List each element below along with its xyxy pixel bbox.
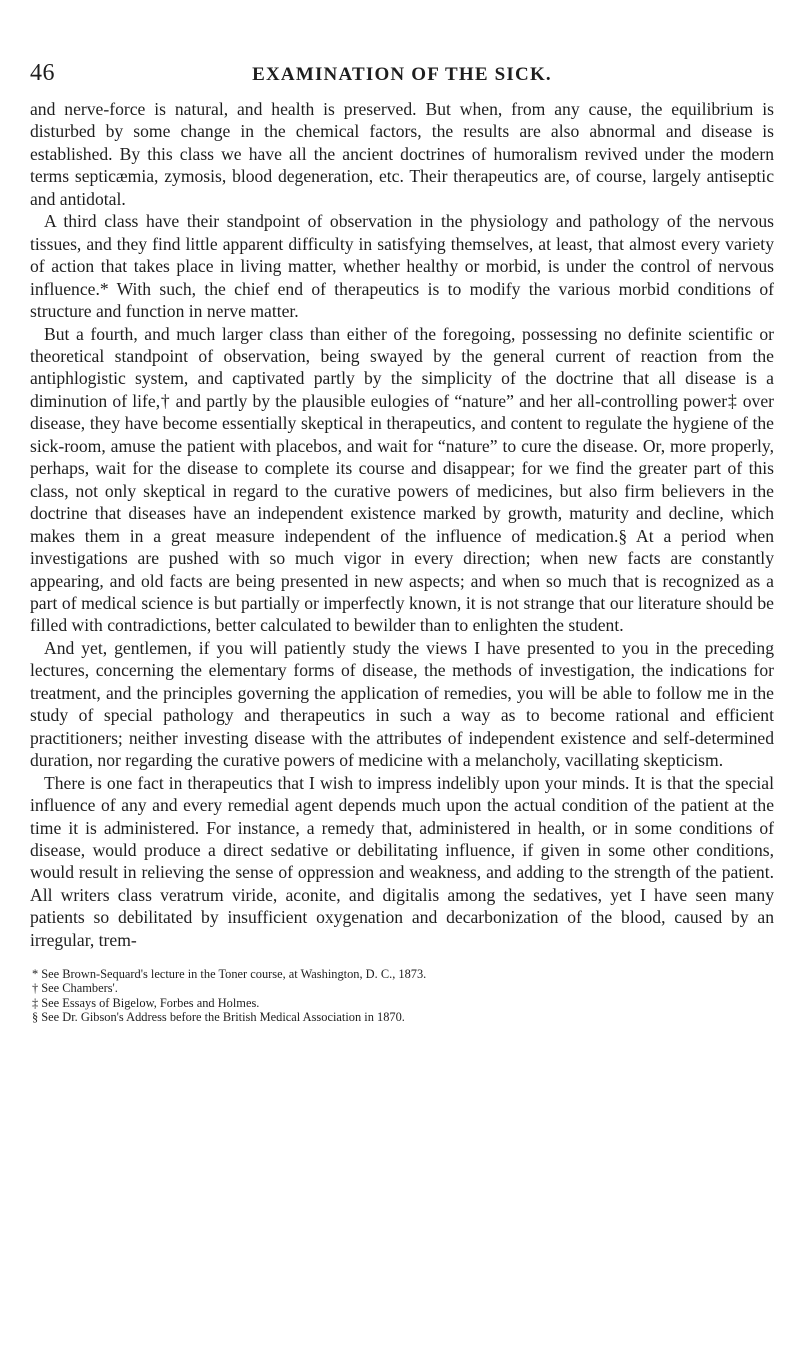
book-page [30, 0, 774, 1024]
footnote: § See Dr. Gibson's Address before the British Medical Association in 1870. [32, 1009, 405, 1024]
footnote: ‡ See Essays of Bigelow, Forbes and Holmes. [32, 995, 260, 1010]
footnotes [30, 967, 774, 1024]
footnote: * See Brown-Sequard's lecture in the Toner course, at Washington, D. C., 1873. [32, 967, 427, 982]
paragraph-nervous-class: A third class have their standpoint of observation in the physiology and pathology of the nervous tissues, and they find little apparent difficulty in satisfying themselves, at least, that almost every variety of action that takes place in living matter, whether healthy or morbid, is under the control of nervous influence.* With such, the chief end of therapeutics is to modify the various morbid conditions of structure and function in nerve matter. [30, 211, 774, 322]
running-head [30, 60, 774, 98]
paragraph-chemical-class: and nerve-force is natural, and health is preserved. But when, from any cause, the equilibrium is disturbed by some change in the chemical factors, the results are also abnormal and disease is established. By this class we have all the ancient doctrines of humoralism revived under the modern terms septicæmia, zymosis, blood degeneration, etc. Their therapeutics are, of course, largely antiseptic and antidotal. [30, 99, 774, 209]
paragraph-skeptical-class: But a fourth, and much larger class than either of the foregoing, possessing no definite scientific or theoretical standpoint of observation, being swayed by the general current of reaction from the antiphlogistic system, and captivated partly by the simplicity of the doctrine that all disease is a diminution of life,† and partly by the plausible eulogies of “nature” and her all-controlling power‡ over disease, they have become essentially skeptical in therapeutics, and content to regulate the hygiene of the sick-room, amuse the patient with placebos, and wait for “nature” to cure the disease. Or, more properly, perhaps, wait for the disease to complete its course and disappear; for we find the greater part of this class, not only skeptical in regard to the curative powers of medicines, but also firm believers in the doctrine that diseases have an independent existence marked by growth, maturity and decline, which makes them in a great measure independent of the influence of medication.§ At a period when investigations are pushed with so much vigor in every direction; when new facts are constantly appearing, and old facts are being presented in new aspects; and when so much that is recognized as a part of medical science is but partially or imperfectly known, it is not strange that our literature should be filled with contradictions, better calculated to bewilder than to enlighten the student. [30, 323, 774, 636]
footnote: † See Chambers'. [32, 981, 118, 996]
paragraph-rational-practice: And yet, gentlemen, if you will patiently study the views I have presented to you in the preceding lectures, concerning the elementary forms of disease, the methods of investigation, the indications for treatment, and the principles governing the application of remedies, you will be able to follow me in the study of special pathology and therapeutics in such a way as to become rational and efficient practitioners; neither investing disease with the attributes of independent existence and self-determined duration, nor regarding the curative powers of medicine with a melancholy, vacillating skepticism. [30, 637, 774, 771]
body-text [30, 98, 774, 951]
running-title: EXAMINATION OF THE SICK. [252, 64, 552, 85]
paragraph-remedial-influence: There is one fact in therapeutics that I wish to impress indelibly upon your minds. It is that the special influence of any and every remedial agent depends much upon the actual condition of the patient at the time it is administered. For instance, a remedy that, administered in health, or in some conditions of disease, would produce a direct sedative or debilitating influence, if given in some other conditions, would result in relieving the sense of oppression and weakness, and adding to the strength of the patient. All writers class veratrum viride, aconite, and digitalis among the sedatives, yet I have seen many patients so debilitated by insufficient oxygenation and decarbonization of the blood, caused by an irregular, trem- [30, 772, 774, 950]
page-number: 46 [30, 60, 55, 86]
